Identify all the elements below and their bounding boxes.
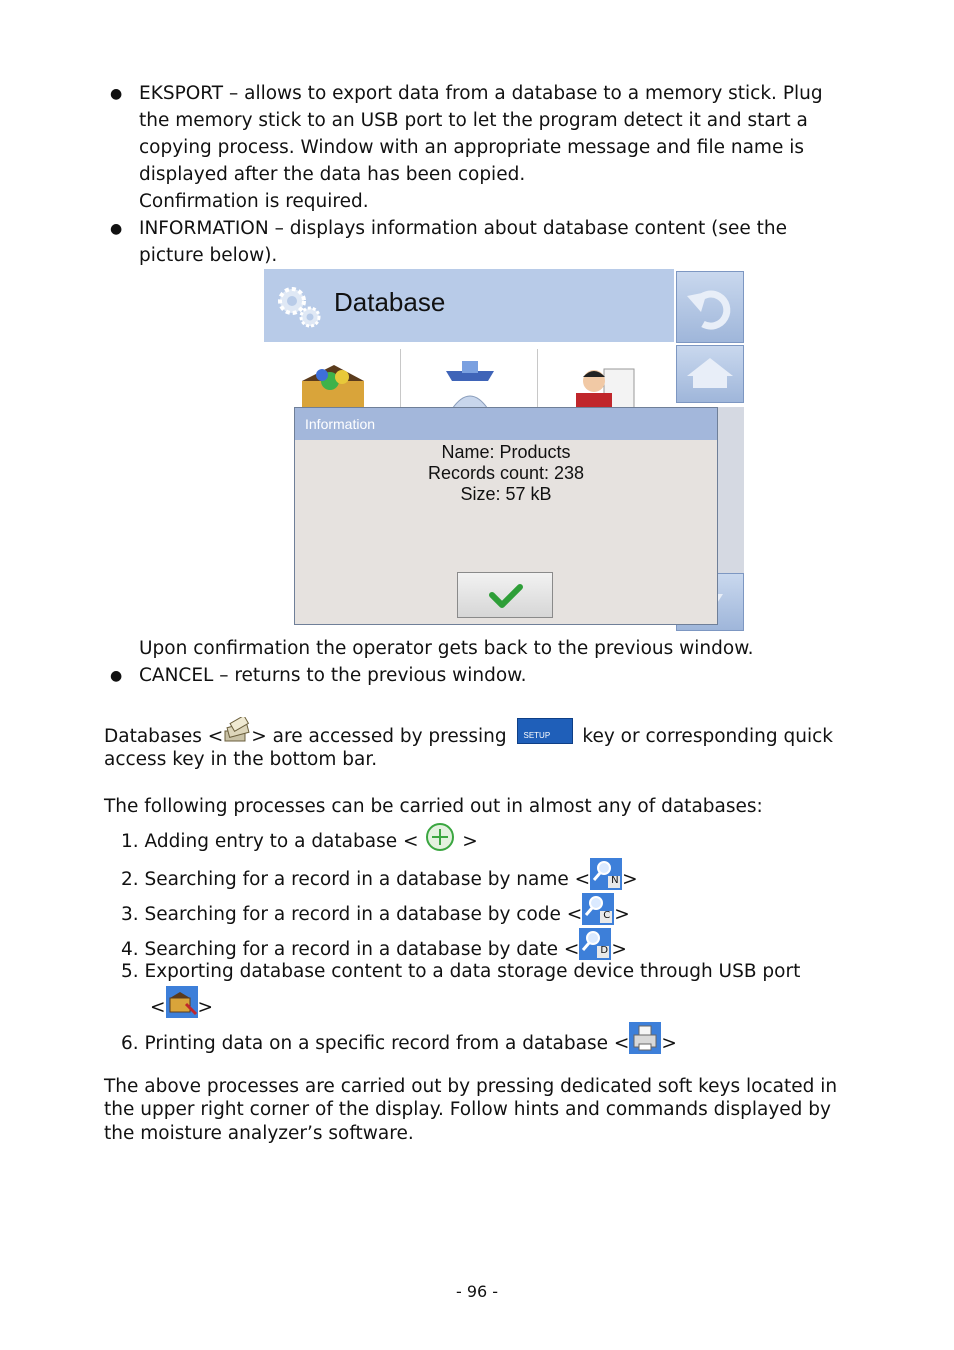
dialog-title: Information <box>305 416 376 432</box>
step-end: > <box>462 831 478 852</box>
tile-divider <box>537 349 538 409</box>
export-usb-icon <box>166 986 198 1018</box>
step-end: > <box>622 869 638 890</box>
databases-stack-icon <box>223 717 251 743</box>
step-1 <box>121 828 478 855</box>
eksport-line-2: the memory stick to an USB port to let the program detect it and start a <box>139 110 808 131</box>
step-text: Searching for a record in a database by name < <box>144 869 591 890</box>
search-by-code-icon: C <box>582 893 614 925</box>
information-dialog <box>294 407 718 625</box>
search-by-date-icon: D <box>579 928 611 960</box>
bullet-dot: ● <box>110 86 123 102</box>
step-number: 1. <box>121 831 139 852</box>
closing-line-2: the upper right corner of the display. Follow hints and commands displayed by <box>104 1099 832 1120</box>
eksport-line-4: displayed after the data has been copied. <box>139 164 526 185</box>
screen-header <box>264 269 674 342</box>
home-button[interactable] <box>676 345 744 403</box>
step-text: Exporting database content to a data storage device through USB port <box>144 961 801 982</box>
step-number: 3. <box>121 904 139 925</box>
step-number: 4. <box>121 939 139 960</box>
step-number: 5. <box>121 961 139 982</box>
search-by-name-icon: N <box>590 858 622 890</box>
page-number: - 96 - <box>455 1282 499 1301</box>
settings-gears-icon <box>272 279 328 331</box>
step-end: > <box>614 904 630 925</box>
customers-database-icon <box>570 365 640 409</box>
database-screenshot <box>264 269 746 631</box>
eksport-line-1: EKSPORT – allows to export data from a database to a memory stick. Plug <box>139 83 823 104</box>
home-icon <box>677 346 743 402</box>
step-text: Printing data on a specific record from a database < <box>144 1033 630 1054</box>
eksport-line-3: copying process. Window with an appropriate message and file name is <box>139 137 804 158</box>
screen-title: Database <box>334 287 446 317</box>
undo-arrow-icon <box>677 272 743 342</box>
step-number: 6. <box>121 1033 139 1054</box>
dialog-name-text: Name: Products <box>441 442 571 462</box>
tile-divider <box>400 349 401 409</box>
printer-icon <box>629 1022 661 1054</box>
step-text: Searching for a record in a database by code < <box>144 904 583 925</box>
step-2 <box>121 864 638 896</box>
step-5-icon-line <box>150 992 213 1024</box>
dialog-size-text: Size: 57 kB <box>460 484 552 504</box>
weighing-scale-icon <box>440 361 500 409</box>
information-line-1: INFORMATION – displays information about database content (see the <box>139 218 788 239</box>
closing-line-3: the moisture analyzer’s software. <box>104 1123 414 1144</box>
eksport-line-5: Confirmation is required. <box>139 191 369 212</box>
databases-text-3: key or corresponding quick <box>582 726 833 747</box>
step-5 <box>121 958 800 985</box>
dialog-title-bar <box>295 408 717 440</box>
databases-line-2: access key in the bottom bar. <box>104 749 378 770</box>
databases-text-2: > are accessed by pressing <box>251 726 507 747</box>
databases-text-1: Databases < <box>104 726 224 747</box>
step-text: Searching for a record in a database by date < <box>144 939 580 960</box>
after-shot-text: Upon confirmation the operator gets back to the previous window. <box>139 638 754 659</box>
confirm-button[interactable] <box>457 572 553 618</box>
dialog-records-count: Records count: 238 <box>427 463 585 483</box>
bullet-dot: ● <box>110 221 123 237</box>
step-3 <box>121 899 630 931</box>
step-text: Adding entry to a database < <box>144 831 419 852</box>
setup-key-icon: SETUP <box>517 718 573 744</box>
closing-line-1: The above processes are carried out by pressing dedicated soft keys located in <box>104 1076 838 1097</box>
products-database-icon <box>298 361 368 409</box>
step-end: > <box>197 997 214 1018</box>
cancel-bullet: CANCEL – returns to the previous window. <box>139 665 527 686</box>
step-number: 2. <box>121 869 139 890</box>
step-6 <box>121 1028 677 1060</box>
step-end: > <box>611 939 627 960</box>
step-end: > <box>661 1033 677 1054</box>
bullet-dot: ● <box>110 668 123 684</box>
information-line-2: picture below). <box>139 245 278 266</box>
back-button[interactable] <box>676 271 744 343</box>
add-entry-icon <box>424 821 456 853</box>
following-text: The following processes can be carried out in almost any of databases: <box>104 796 763 817</box>
step-open: < <box>150 997 166 1018</box>
checkmark-icon <box>458 573 552 617</box>
